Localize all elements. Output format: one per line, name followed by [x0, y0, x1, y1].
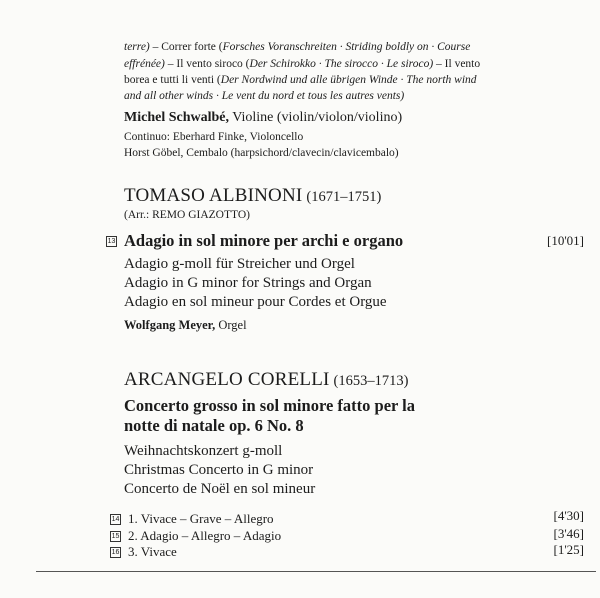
performer-name: Michel Schwalbé,	[124, 110, 229, 125]
intro-line-3	[124, 73, 477, 87]
intro-line-4	[124, 89, 404, 103]
performer-instrument: Violine (violin/violon/violino)	[229, 110, 403, 125]
text-run: – Correr forte (	[149, 41, 223, 53]
text-run: effrénée)	[124, 58, 165, 70]
subtitle-english: Adagio in G minor for Strings and Organ	[124, 275, 372, 291]
text-run: borea e tutti li venti (	[124, 74, 221, 86]
text-run: – Il vento	[433, 58, 481, 70]
arranger: (Arr.: REMO GIAZOTTO)	[124, 209, 250, 221]
track-duration: [3'46]	[553, 526, 584, 541]
subtitle-french: Concerto de Noël en sol mineur	[124, 481, 316, 497]
work-title-line-1: Concerto grosso in sol minore fatto per la	[124, 396, 416, 415]
track-label: 3. Vivace	[128, 544, 177, 559]
composer-name: TOMASO ALBINONI	[124, 185, 303, 206]
composer-years: (1671–1751)	[306, 189, 382, 205]
composer-name: ARCANGELO CORELLI	[124, 369, 330, 390]
track-label: 2. Adagio – Allegro – Adagio	[128, 528, 282, 543]
performer-organ	[124, 318, 247, 333]
subtitle-german: Weihnachtskonzert g-moll	[124, 443, 283, 459]
text-run: Der Schirokko · The sirocco · Le siroco)	[249, 58, 434, 70]
intro-line-1	[124, 40, 470, 54]
track-label: 1. Vivace – Grave – Allegro	[128, 511, 274, 526]
work-title-line-2: notte di natale op. 6 No. 8	[124, 416, 304, 435]
track-number-box: 16	[111, 549, 120, 556]
text-run: terre)	[124, 41, 150, 53]
corelli-heading	[124, 369, 408, 391]
subtitle-german: Adagio g-moll für Streicher und Orgel	[124, 256, 355, 272]
composer-years: (1653–1713)	[333, 373, 409, 389]
text-run: – Il vento siroco (	[164, 58, 250, 70]
text-run: Der Nordwind und alle übrigen Winde · The north wind	[220, 74, 477, 86]
track-duration: [1'25]	[553, 542, 584, 557]
track-duration: [4'30]	[553, 508, 584, 523]
continuo-line-2: Horst Göbel, Cembalo (harpsichord/clavecin/clavicembalo)	[124, 147, 399, 159]
track-duration: [10'01]	[546, 233, 584, 248]
track-number-box: 14	[111, 516, 120, 523]
work-title: Adagio in sol minore per archi e organo	[124, 231, 404, 250]
track-number-box: 13	[107, 238, 116, 245]
track-number-box: 15	[111, 533, 120, 540]
continuo-line-1: Continuo: Eberhard Finke, Violoncello	[124, 131, 304, 143]
intro-line-2	[124, 57, 480, 71]
subtitle-english: Christmas Concerto in G minor	[124, 462, 314, 478]
bottom-rule	[36, 571, 596, 572]
subtitle-french: Adagio en sol mineur pour Cordes et Orgue	[124, 294, 387, 310]
performer-violin	[124, 110, 402, 126]
albinoni-heading	[124, 185, 381, 207]
performer-instrument: Orgel	[215, 318, 247, 332]
performer-name: Wolfgang Meyer,	[124, 318, 216, 332]
text-run: and all other winds · Le vent du nord et tous les autres vents)	[124, 90, 405, 102]
text-run: Forsches Voranschreiten · Striding boldly on · Course	[222, 41, 471, 53]
